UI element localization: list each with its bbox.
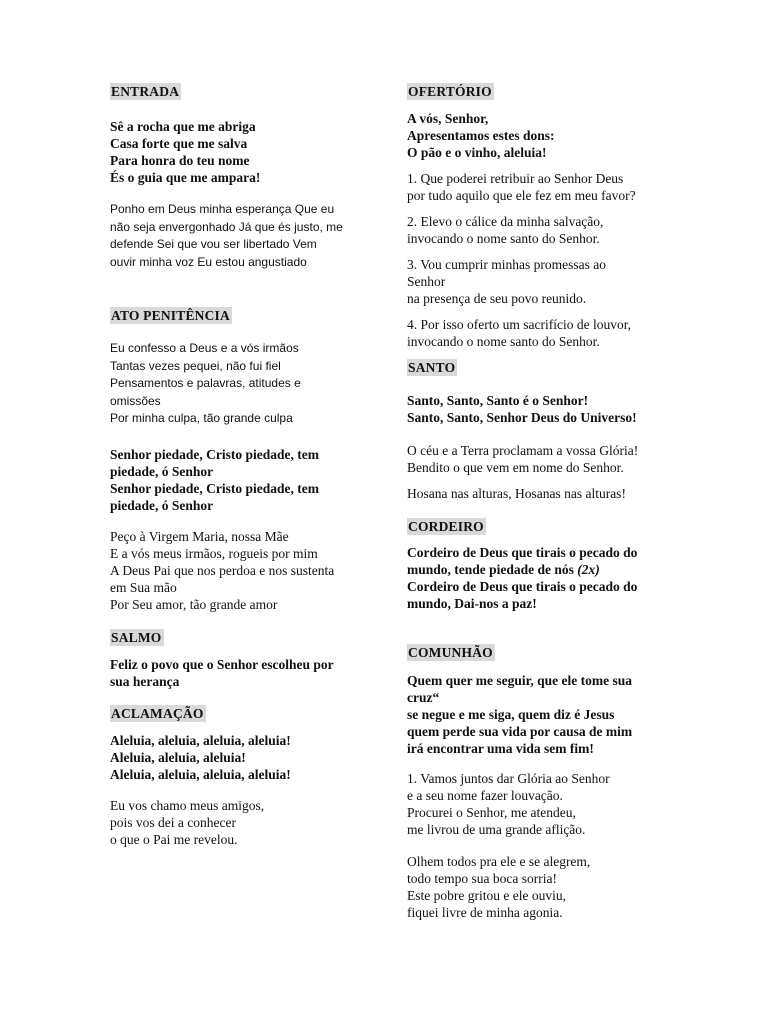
- text-line: 2. Elevo o cálice da minha salvação,: [407, 214, 604, 229]
- left-column: [110, 83, 372, 863]
- ofertorio-heading: OFERTÓRIO: [408, 84, 492, 99]
- ato-penitencia-verse: [110, 340, 372, 428]
- ofertorio-section: [407, 83, 663, 101]
- text-line: Hosana nas alturas, Hosanas nas alturas!: [407, 486, 626, 501]
- text-line: 3. Vou cumprir minhas promessas ao: [407, 257, 606, 272]
- text-line: invocando o nome santo do Senhor.: [407, 334, 600, 349]
- text-line: E a vós meus irmãos, rogueis por mim: [110, 546, 318, 561]
- text-line: piedade, ó Senhor: [110, 498, 214, 513]
- text-line: invocando o nome santo do Senhor.: [407, 231, 600, 246]
- ato-penitencia-final: [110, 528, 372, 613]
- text-line: A Deus Pai que nos perdoa e nos sustenta: [110, 563, 335, 578]
- text-line: fiquei livre de minha agonia.: [407, 905, 563, 920]
- comunhao-verse-2: [407, 853, 663, 921]
- text-line: Casa forte que me salva: [110, 136, 248, 151]
- aclamacao-heading: ACLAMAÇÃO: [111, 706, 204, 721]
- entrada-heading: ENTRADA: [111, 84, 180, 99]
- text-line: mundo, Dai-nos a paz!: [407, 596, 537, 611]
- santo-hosana: [407, 485, 663, 502]
- text-line: o que o Pai me revelou.: [110, 832, 238, 847]
- santo-heading: SANTO: [408, 360, 456, 375]
- text-line: ouvir minha voz Eu estou angustiado: [110, 254, 307, 269]
- text-line: Peço à Virgem Maria, nossa Mãe: [110, 529, 289, 544]
- aclamacao-section: [110, 705, 372, 723]
- salmo-refrain: [110, 656, 372, 690]
- text-line: És o guia que me ampara!: [110, 170, 261, 185]
- text-line: Sê a rocha que me abriga: [110, 119, 256, 134]
- text-line: Procurei o Senhor, me atendeu,: [407, 805, 576, 820]
- text-line: Olhem todos pra ele e se alegrem,: [407, 854, 591, 869]
- santo-refrain: [407, 392, 663, 426]
- text-line: Feliz o povo que o Senhor escolheu por: [110, 657, 334, 672]
- ofertorio-verse-4: [407, 316, 663, 350]
- text-line: Pensamentos e palavras, atitudes e: [110, 376, 301, 390]
- text-line: por tudo aquilo que ele fez em meu favor?: [407, 188, 636, 203]
- text-line: Por minha culpa, tão grande culpa: [110, 411, 293, 425]
- text-line: Quem quer me seguir, que ele tome sua: [407, 673, 632, 688]
- salmo-heading: SALMO: [111, 630, 162, 645]
- ofertorio-verse-2: [407, 213, 663, 247]
- text-line: todo tempo sua boca sorria!: [407, 871, 557, 886]
- ofertorio-verse-1: [407, 170, 663, 204]
- repeat-marker: (2x): [577, 562, 600, 577]
- text-line: 1. Vamos juntos dar Glória ao Senhor: [407, 771, 610, 786]
- ofertorio-refrain: [407, 110, 663, 161]
- text-line: em Sua mão: [110, 580, 177, 595]
- text-line: Por Seu amor, tão grande amor: [110, 597, 278, 612]
- ato-penitencia-refrain: [110, 446, 372, 514]
- text-line: sua herança: [110, 674, 180, 689]
- comunhao-section: [407, 644, 663, 662]
- text-line: 1. Que poderei retribuir ao Senhor Deus: [407, 171, 624, 186]
- aclamacao-verse: [110, 797, 372, 848]
- cordeiro-text: [407, 544, 663, 612]
- text-line: Aleluia, aleluia, aleluia, aleluia!: [110, 767, 291, 782]
- text-line: Senhor piedade, Cristo piedade, tem: [110, 447, 320, 462]
- salmo-section: [110, 629, 372, 647]
- text-line: defende Sei que vou ser libertado Vem: [110, 237, 317, 251]
- text-line: pois vos dei a conhecer: [110, 815, 236, 830]
- ato-penitencia-section: [110, 307, 372, 325]
- text-line: Aleluia, aleluia, aleluia, aleluia!: [110, 733, 291, 748]
- text-line: Este pobre gritou e ele ouviu,: [407, 888, 566, 903]
- text-line: me livrou de uma grande aflição.: [407, 822, 586, 837]
- aclamacao-refrain: [110, 732, 372, 783]
- text-line: piedade, ó Senhor: [110, 464, 214, 479]
- text-line: O pão e o vinho, aleluia!: [407, 145, 547, 160]
- right-column: [407, 83, 663, 933]
- text-line: Bendito o que vem em nome do Senhor.: [407, 460, 624, 475]
- entrada-refrain: [110, 118, 372, 186]
- comunhao-refrain: [407, 672, 663, 757]
- text-line: Senhor: [407, 274, 446, 289]
- text-line: 4. Por isso oferto um sacrifício de louvor,: [407, 317, 632, 332]
- text-line: Apresentamos estes dons:: [407, 128, 555, 143]
- text-line: [407, 561, 663, 578]
- text-line: Tantas vezes pequei, não fui fiel: [110, 358, 281, 373]
- text-line: e a seu nome fazer louvação.: [407, 788, 563, 803]
- santo-verse: [407, 442, 663, 476]
- entrada-section: [110, 83, 372, 101]
- text-line: A vós, Senhor,: [407, 111, 489, 126]
- text-line: Para honra do teu nome: [110, 153, 250, 168]
- santo-section: [407, 359, 663, 377]
- text-line: cruz“: [407, 690, 440, 705]
- text-line: não seja envergonhado Já que és justo, me: [110, 219, 343, 234]
- text-line: Santo, Santo, Santo é o Senhor!: [407, 393, 589, 408]
- comunhao-heading: COMUNHÃO: [408, 645, 493, 660]
- text-line: O céu e a Terra proclamam a vossa Glória!: [407, 443, 639, 458]
- text-line: Senhor piedade, Cristo piedade, tem: [110, 481, 320, 496]
- comunhao-verse-1: [407, 770, 663, 838]
- text-line: quem perde sua vida por causa de mim: [407, 724, 633, 739]
- text-line: Cordeiro de Deus que tirais o pecado do: [407, 579, 638, 594]
- entrada-verse: [110, 201, 372, 271]
- text-line: Santo, Santo, Senhor Deus do Universo!: [407, 410, 637, 425]
- text-line: irá encontrar uma vida sem fim!: [407, 741, 594, 756]
- text-span: mundo, tende piedade de nós: [407, 562, 578, 577]
- text-line: se negue e me siga, quem diz é Jesus: [407, 707, 615, 722]
- text-line: Ponho em Deus minha esperança Que eu: [110, 202, 335, 216]
- text-line: Cordeiro de Deus que tirais o pecado do: [407, 545, 638, 560]
- text-line: Aleluia, aleluia, aleluia!: [110, 750, 246, 765]
- text-line: omissões: [110, 393, 161, 408]
- text-line: na presença de seu povo reunido.: [407, 291, 587, 306]
- cordeiro-section: [407, 518, 663, 536]
- text-line: Eu vos chamo meus amigos,: [110, 798, 265, 813]
- cordeiro-heading: CORDEIRO: [408, 519, 484, 534]
- text-line: Eu confesso a Deus e a vós irmãos: [110, 341, 299, 355]
- ato-penitencia-heading: ATO PENITÊNCIA: [111, 308, 230, 323]
- ofertorio-verse-3: [407, 256, 663, 307]
